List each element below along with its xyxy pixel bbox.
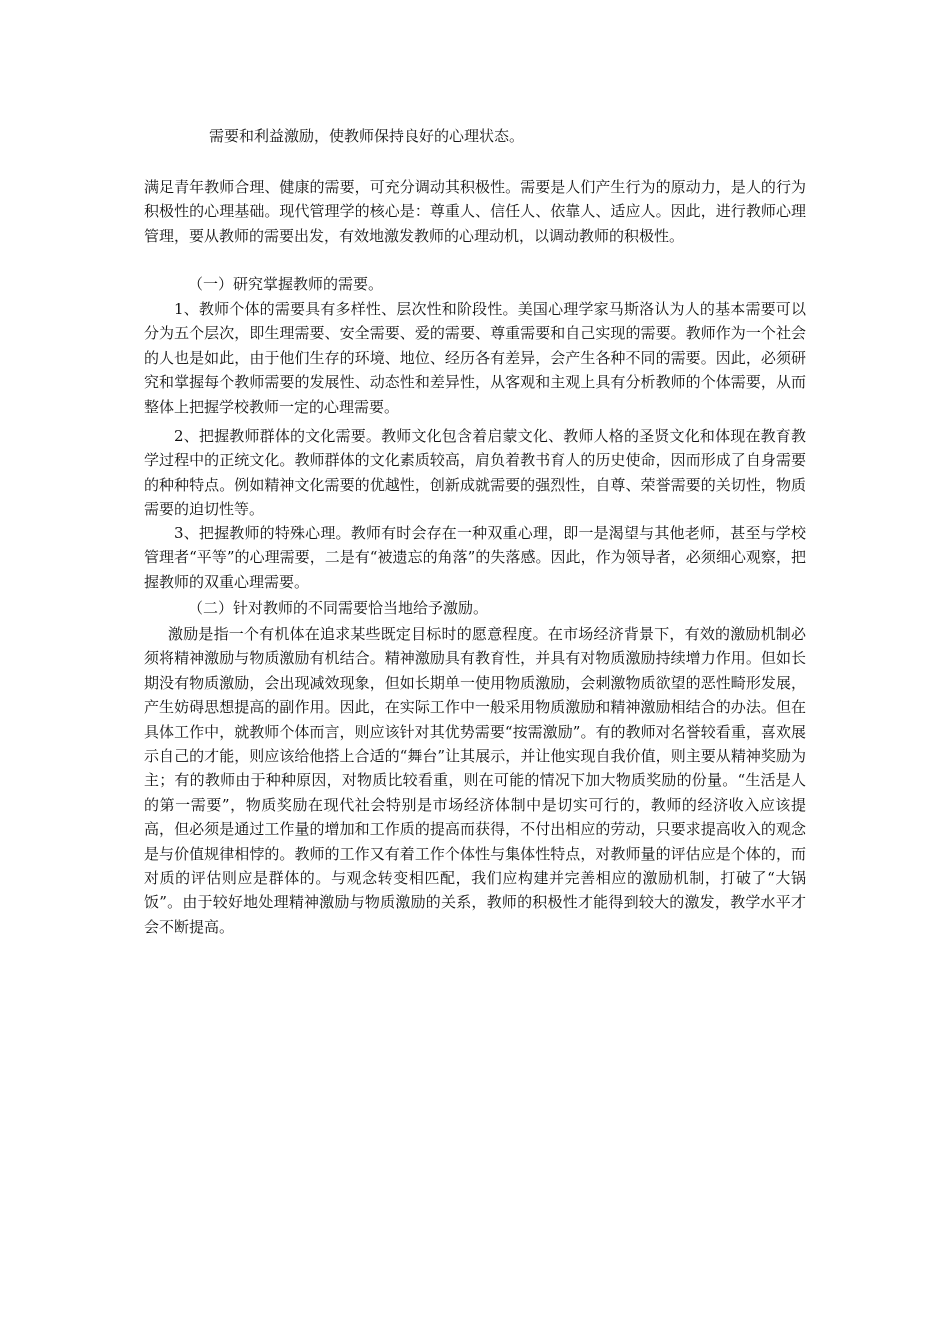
section-heading-1: （一）研究掌握教师的需要。 (188, 275, 384, 293)
section-heading-2: （二）针对教师的不同需要恰当地给予激励。 (188, 599, 489, 617)
point-paragraph-1: 1、教师个体的需要具有多样性、层次性和阶段性。美国心理学家马斯洛认为人的基本需要可以分为五个层次，即生理需要、安全需要、爱的需要、尊重需要和自己实现的需要。教师作为一个社会的人也是如此，由于他们生存的环境、地位、经历各有差异，会产生各种不同的需要。因此，必须研究和掌握每个教师需要的发展性、动态性和差异性，从客观和主观上具有分析教师的个体需要，从而整体上把握学校教师一定的心理需要。 (144, 300, 806, 416)
point-paragraph-3: 3、把握教师的特殊心理。教师有时会存在一种双重心理，即一是渴望与其他老师，甚至与学校管理者“平等”的心理需要，二是有“被遗忘的角落”的失落感。因此，作为领导者，必须细心观察，把握教师的双重心理需要。 (144, 524, 806, 591)
intro-paragraph: 满足青年教师合理、健康的需要，可充分调动其积极性。需要是人们产生行为的原动力，是人的行为积极性的心理基础。现代管理学的核心是：尊重人、信任人、依靠人、适应人。因此，进行教师心理管理，要从教师的需要出发，有效地激发教师的心理动机，以调动教师的积极性。 (144, 178, 806, 245)
point-paragraph-2: 2、把握教师群体的文化需要。教师文化包含着启蒙文化、教师人格的圣贤文化和体现在教育教学过程中的正统文化。教师群体的文化素质较高，肩负着教书育人的历史使命，因而形成了自身需要的种种特点。例如精神文化需要的优越性，创新成就需要的强烈性，自尊、荣誉需要的关切性，物质需要的迫切性等。 (144, 427, 806, 519)
continuation-line: 需要和利益激励，使教师保持良好的心理状态。 (209, 127, 525, 145)
incentive-paragraph: 激励是指一个有机体在追求某些既定目标时的愿意程度。在市场经济背景下，有效的激励机制必须将精神激励与物质激励有机结合。精神激励具有教育性，并具有对物质激励持续增力作用。但如长期没有物质激励，会出现减效现象，但如长期单一使用物质激励，会刺激物质欲望的恶性畸形发展，产生妨碍思想提高的副作用。因此，在实际工作中一般采用物质激励和精神激励相结合的办法。但在具体工作中，就教师个体而言，则应该针对其优势需要“按需激励”。有的教师对名誉较看重，喜欢展示自己的才能，则应该给他搭上合适的“舞台”让其展示，并让他实现自我价值，则主要从精神奖励为主；有的教师由于种种原因，对物质比较看重，则在可能的情况下加大物质奖励的份量。“生活是人的第一需要”，物质奖励在现代社会特别是市场经济体制中是切实可行的，教师的经济收入应该提高，但必须是通过工作量的增加和工作质的提高而获得，不付出相应的劳动，只要求提高收入的观念是与价值规律相悖的。教师的工作又有着工作个体性与集体性特点，对教师量的评估应是个体的，而对质的评估则应是群体的。与观念转变相匹配，我们应构建并完善相应的激励机制，打破了“大锅饭”。由于较好地处理精神激励与物质激励的关系，教师的积极性才能得到较大的激发，教学水平才会不断提高。 (144, 625, 806, 936)
